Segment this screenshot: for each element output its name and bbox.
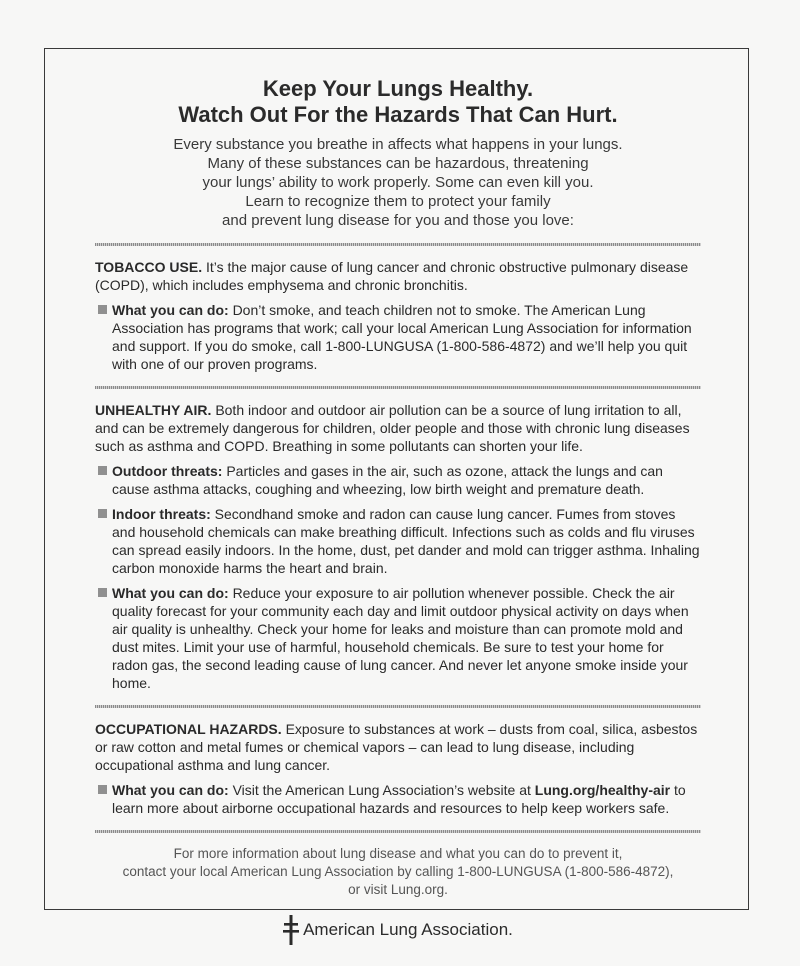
- healthy-air-link[interactable]: Lung.org/healthy-air: [534, 782, 671, 798]
- section-divider: [95, 705, 701, 708]
- intro-line: Learn to recognize them to protect your family: [245, 193, 551, 210]
- bullet-text: Don’t smoke, and teach children not to smoke. The American Lung Association has programs that work; call your local American Lung Association for information and support. If you do smoke, call 1-800-LUNGUSA (1-800-586-4872) and we’ll help you quit with one of our proven programs.: [112, 302, 692, 372]
- footer-line: contact your local American Lung Association by calling 1-800-LUNGUSA (1-800-586-4872),: [122, 864, 674, 879]
- intro-line: your lungs’ ability to work properly. Some can even kill you.: [202, 174, 594, 191]
- intro-line: Every substance you breathe in affects what happens in your lungs.: [173, 136, 623, 153]
- tobacco-action-item: [95, 301, 701, 373]
- bullet-label: What you can do:: [112, 782, 229, 798]
- bullet-text: Reduce your exposure to air pollution whenever possible. Check the air quality forecast for your community each day and limit outdoor physical activity on days when air quality is unhealthy. Check your home for leaks and moisture than can promote mold and dust mites. Limit your use of harmful, household chemicals. Be sure to test your home for radon gas, the second leading cause of lung cancer. And never let anyone smoke inside your home.: [112, 585, 689, 691]
- bullet-square-icon: [98, 588, 107, 597]
- bullet-label: Indoor threats:: [112, 506, 211, 522]
- unhealthy-air-section: [95, 401, 701, 692]
- occupational-action-item: [95, 781, 701, 817]
- bullet-square-icon: [98, 785, 107, 794]
- bullet-label: What you can do:: [112, 302, 229, 318]
- bullet-square-icon: [98, 509, 107, 518]
- ala-logo: [95, 915, 701, 945]
- bullet-text: to learn more about airborne occupational hazards and resources to help keep workers safe.: [112, 782, 686, 816]
- bullet-label: Outdoor threats:: [112, 463, 223, 479]
- footer-line: or visit Lung.org.: [348, 882, 448, 897]
- section-divider: [95, 243, 701, 246]
- tobacco-paragraph: [95, 258, 701, 294]
- page-title: [95, 76, 701, 128]
- occupational-paragraph: [95, 720, 701, 774]
- logo-text: American Lung Association.: [303, 920, 513, 939]
- air-paragraph: [95, 401, 701, 455]
- tobacco-heading: TOBACCO USE.: [95, 259, 203, 275]
- occupational-heading: OCCUPATIONAL HAZARDS.: [95, 721, 282, 737]
- bullet-label: What you can do:: [112, 585, 229, 601]
- flyer-content: [95, 76, 701, 945]
- air-heading: UNHEALTHY AIR.: [95, 402, 212, 418]
- intro-line: and prevent lung disease for you and those you love:: [222, 212, 574, 229]
- air-text: Both indoor and outdoor air pollution can be a source of lung irritation to all, and can be extremely dangerous for children, older people and those with chronic lung diseases such as asthma and COPD. Breathing in some pollutants can shorten your life.: [95, 402, 690, 454]
- bullet-square-icon: [98, 305, 107, 314]
- title-line-1: Keep Your Lungs Healthy.: [262, 76, 534, 101]
- double-barred-cross-icon: [283, 915, 299, 945]
- occupational-section: [95, 720, 701, 817]
- tobacco-section: [95, 258, 701, 373]
- bullet-square-icon: [98, 466, 107, 475]
- footer-line: For more information about lung disease and what you can do to prevent it,: [173, 846, 623, 861]
- title-line-2: Watch Out For the Hazards That Can Hurt.: [178, 102, 618, 127]
- intro-line: Many of these substances can be hazardous, threatening: [207, 155, 589, 172]
- indoor-threats-item: [95, 505, 701, 577]
- bullet-text: Secondhand smoke and radon can cause lung cancer. Fumes from stoves and household chemicals can make breathing difficult. Infections such as colds and flu viruses can spread easily indoors. In the home, dust, pet dander and mold can trigger asthma. Inhaling carbon monoxide harms the heart and brain.: [112, 506, 700, 576]
- section-divider: [95, 386, 701, 389]
- outdoor-threats-item: [95, 462, 701, 498]
- tobacco-text: It’s the major cause of lung cancer and chronic obstructive pulmonary disease (COPD), which includes emphysema and chronic bronchitis.: [95, 259, 689, 293]
- section-divider: [95, 830, 701, 833]
- flyer-frame: [44, 48, 749, 939]
- bullet-text: Visit the American Lung Association’s website at: [232, 782, 531, 798]
- bullet-text: Particles and gases in the air, such as ozone, attack the lungs and can cause asthma attacks, coughing and wheezing, low birth weight and premature death.: [112, 463, 663, 497]
- footer-text: [95, 845, 701, 899]
- air-action-item: [95, 584, 701, 692]
- intro-text: [95, 135, 701, 230]
- occupational-text: Exposure to substances at work – dusts from coal, silica, asbestos or raw cotton and metal fumes or chemical vapors – can lead to lung disease, including occupational asthma and lung cancer.: [95, 721, 698, 773]
